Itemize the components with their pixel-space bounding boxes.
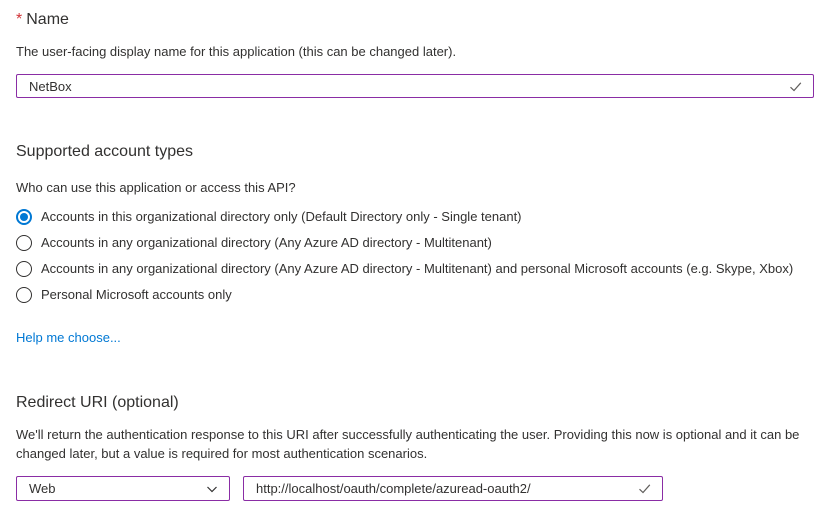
- radio-option-label: Accounts in any organizational directory (Any Azure AD directory - Multitenant) and personal Microsoft accounts (e.g. Skype, Xbox): [41, 261, 794, 276]
- required-asterisk: *: [16, 11, 23, 28]
- help-me-choose-link[interactable]: Help me choose...: [16, 330, 121, 345]
- supported-account-types-section: [16, 142, 814, 347]
- account-types-question: Who can use this application or access this API?: [16, 180, 296, 195]
- checkmark-icon: [788, 79, 803, 94]
- app-name-field: [16, 74, 814, 98]
- radio-option-multitenant[interactable]: [16, 230, 814, 256]
- name-section-title: [16, 10, 814, 29]
- supported-account-types-title: Supported account types: [16, 143, 194, 160]
- radio-option-personal-only[interactable]: [16, 282, 814, 308]
- radio-option-label: Accounts in any organizational directory (Any Azure AD directory - Multitenant): [41, 235, 492, 250]
- checkmark-icon: [637, 481, 652, 496]
- name-section: [16, 10, 814, 98]
- radio-option-label: Accounts in this organizational directory only (Default Directory only - Single tenant): [41, 209, 522, 224]
- radio-option-label: Personal Microsoft accounts only: [41, 287, 232, 302]
- name-description: The user-facing display name for this application (this can be changed later).: [16, 44, 457, 59]
- radio-button-icon: [16, 261, 32, 277]
- redirect-uri-section: [16, 393, 814, 501]
- platform-select[interactable]: [16, 476, 230, 501]
- redirect-uri-input[interactable]: [256, 481, 629, 496]
- radio-option-single-tenant[interactable]: [16, 204, 814, 230]
- platform-select-value: Web: [29, 481, 56, 496]
- radio-button-icon: [16, 209, 32, 225]
- account-types-radio-group: [16, 204, 814, 308]
- app-name-input[interactable]: [29, 79, 780, 94]
- radio-option-multitenant-personal[interactable]: [16, 256, 814, 282]
- name-title-text: Name: [26, 11, 69, 28]
- chevron-down-icon: [205, 482, 219, 496]
- redirect-uri-description: We'll return the authentication response to this URI after successfully authenticating the user. Providing this now is optional and it can be changed later, but a value is required for most authentication scenarios.: [16, 427, 800, 461]
- redirect-uri-field: [243, 476, 663, 501]
- radio-button-icon: [16, 235, 32, 251]
- redirect-uri-title: Redirect URI (optional): [16, 394, 179, 411]
- radio-button-icon: [16, 287, 32, 303]
- redirect-uri-row: [16, 476, 814, 501]
